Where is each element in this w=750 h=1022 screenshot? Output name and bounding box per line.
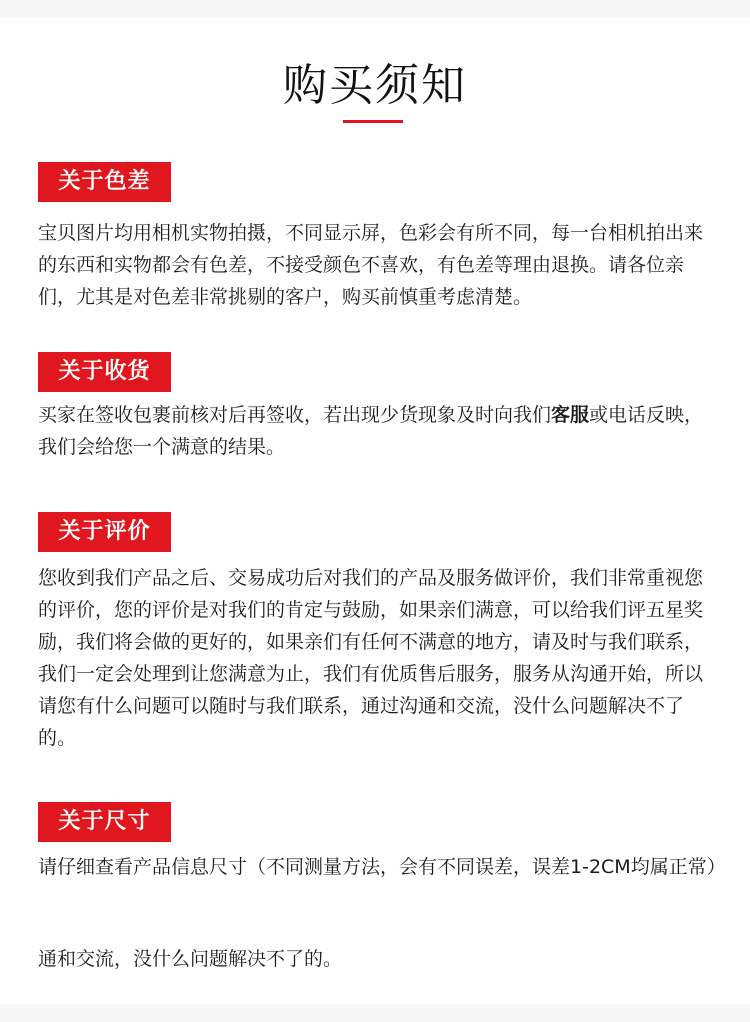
section-heading-tag: 关于色差 bbox=[38, 162, 171, 202]
notice-sheet bbox=[0, 18, 750, 1004]
section-heading-tag: 关于收货 bbox=[38, 352, 171, 392]
page-title: 购买须知 bbox=[283, 60, 467, 111]
section-paragraph: 宝贝图片均用相机实物拍摄，不同显示屏，色彩会有所不同，每一台相机拍出来的东西和实物都会有色差，不接受颜色不喜欢，有色差等理由退换。请各位亲们，尤其是对色差非常挑剔的客户，购买前慎重考虑清楚。 bbox=[38, 222, 704, 308]
section-paragraph: 您收到我们产品之后、交易成功后对我们的产品及服务做评价，我们非常重视您的评价，您的评价是对我们的肯定与鼓励，如果亲们满意，可以给我们评五星奖励，我们将会做的更好的，如果亲们有任何不满意的地方，请及时与我们联系，我们一定会处理到让您满意为止，我们有优质售后服务，服务从沟通开始，所以请您有什么问题可以随时与我们联系，通过沟通和交流，没什么问题解决不了的。 bbox=[38, 567, 704, 749]
section-paragraph: 请仔细查看产品信息尺寸（不同测量方法，会有不同误差，误差1-2CM均属正常） bbox=[38, 856, 726, 878]
section-heading-tag: 关于尺寸 bbox=[38, 802, 171, 842]
section-paragraph bbox=[38, 399, 718, 463]
paragraph-text: 或电话反映，我们会给您一个满意的结果。 bbox=[38, 404, 704, 458]
title-underline bbox=[343, 120, 403, 123]
paragraph-text: 买家在签收包裹前核对后再签收，若出现少货现象及时向我们 bbox=[38, 404, 552, 426]
section-paragraph: 通和交流，没什么问题解决不了的。 bbox=[38, 948, 343, 970]
section-heading-tag: 关于评价 bbox=[38, 512, 171, 552]
customer-service-text: 客服 bbox=[551, 404, 590, 426]
